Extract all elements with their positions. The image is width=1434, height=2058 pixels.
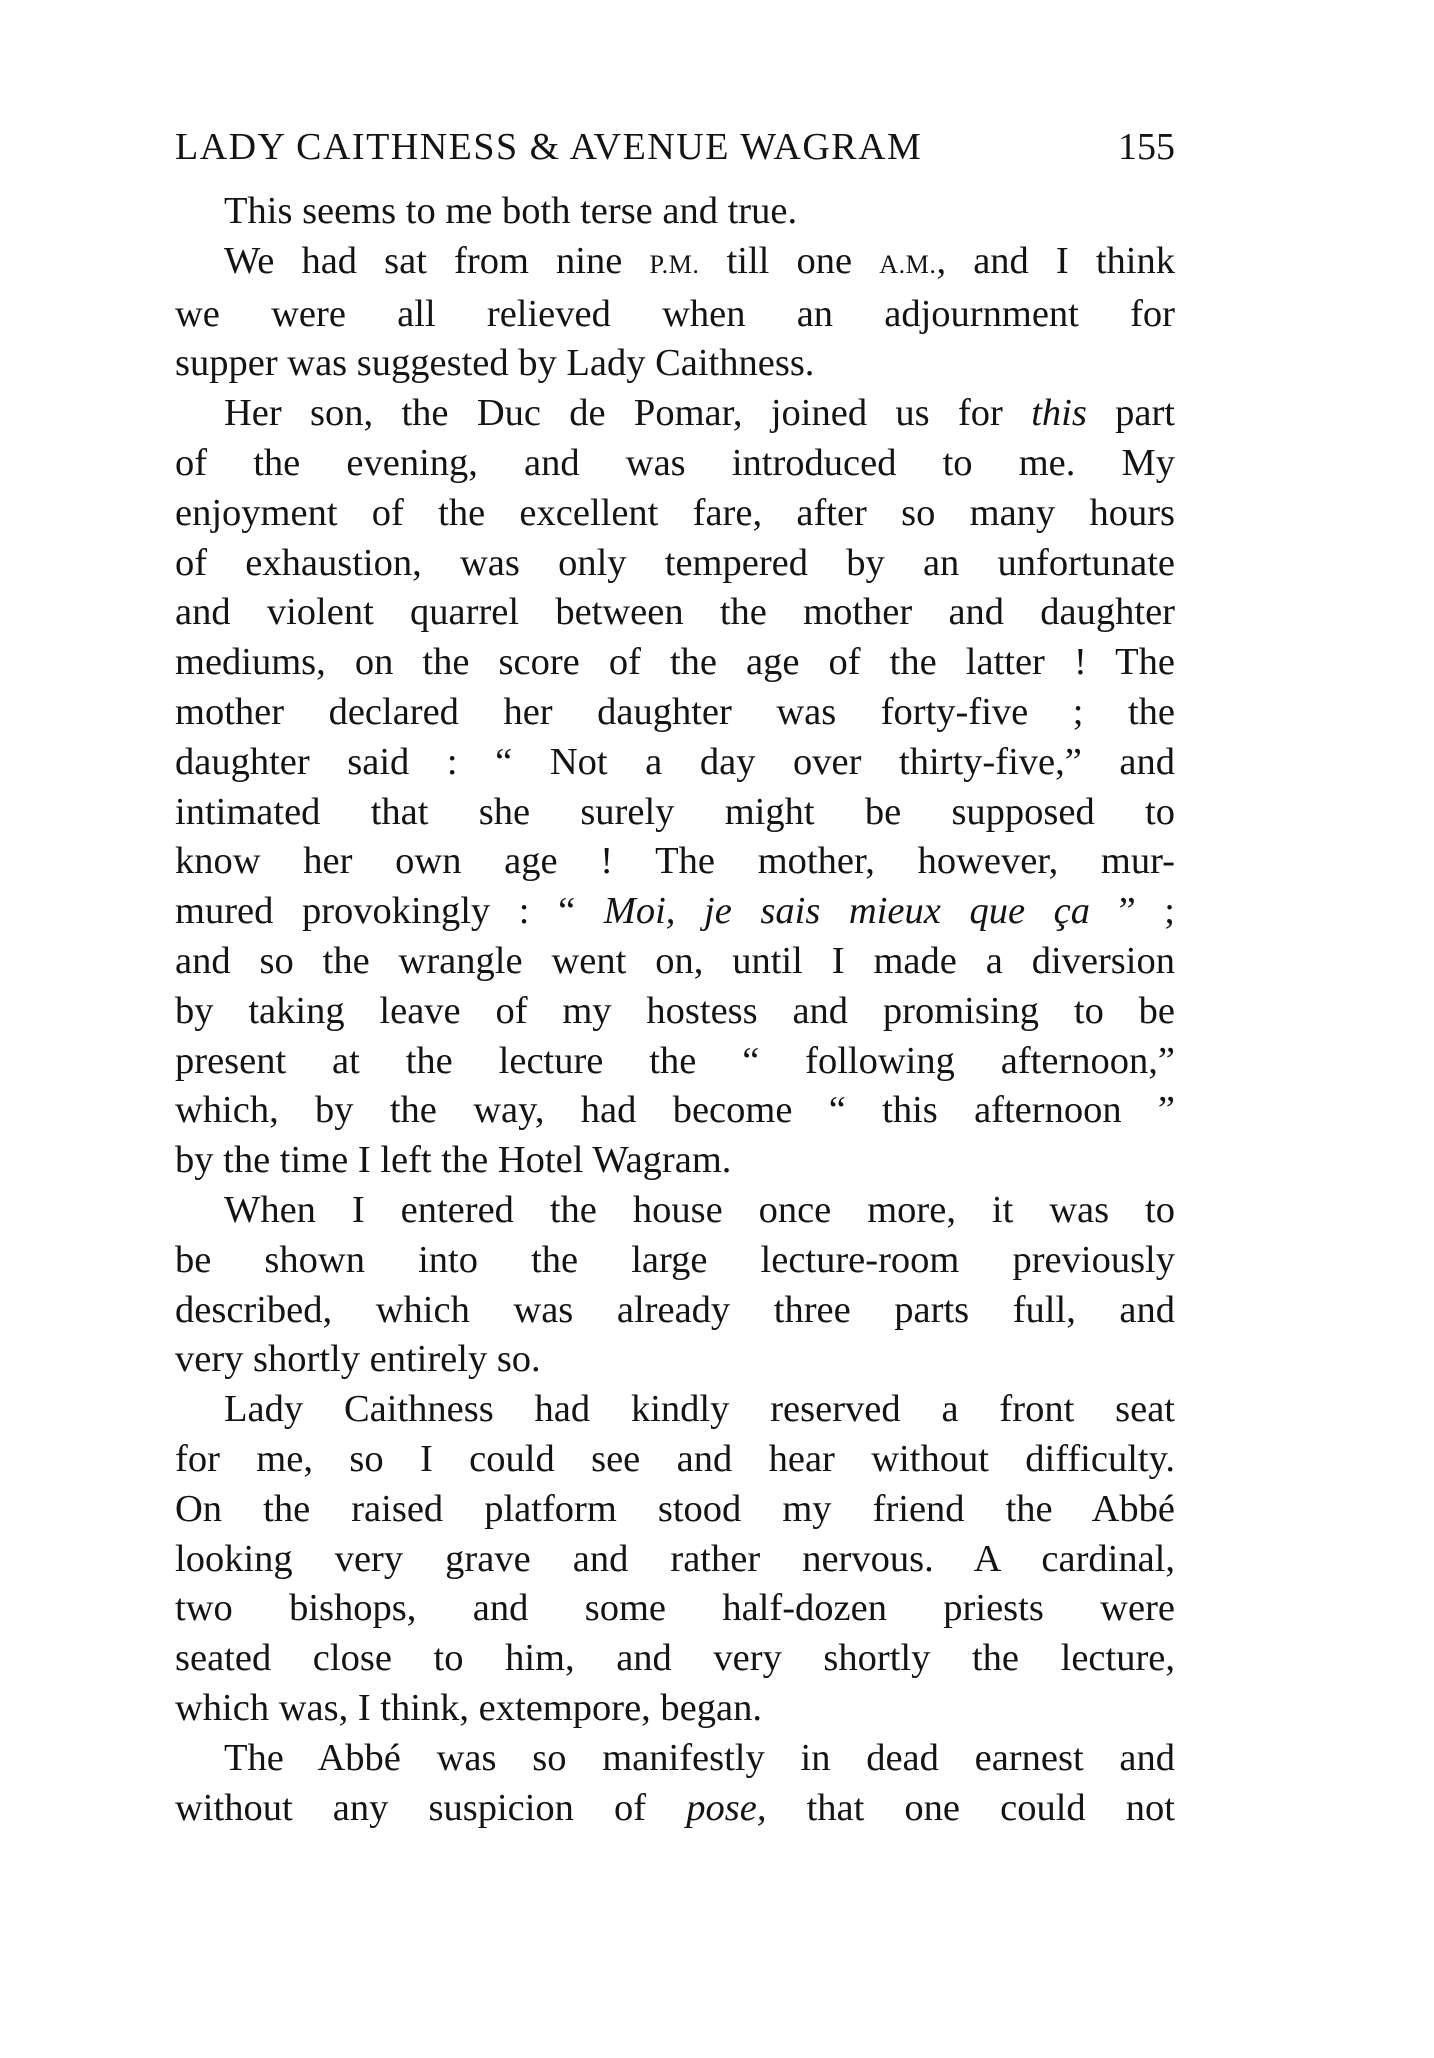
book-page [175,125,1175,1833]
paragraph-2 [175,237,1175,389]
text-line: present at the lecture the “ following afternoon,” [175,1039,1175,1082]
text-line: The Abbé was so manifestly in dead earnest and [224,1736,1175,1779]
page-number: 155 [1118,126,1175,168]
text-line: Lady Caithness had kindly reserved a front seat [224,1388,1175,1431]
time-abbreviation: P.M. [649,249,700,279]
text-line: On the raised platform stood my friend the Abbé [175,1487,1175,1530]
running-title: LADY CAITHNESS & AVENUE WAGRAM [175,126,923,168]
emphasis: pose, [686,1786,767,1829]
text-line: supper was suggested by Lady Caithness. [175,342,815,385]
text-line: be shown into the large lecture-room previously [175,1238,1175,1281]
paragraph-6 [175,1734,1175,1834]
text-line: which was, I think, extempore, began. [175,1686,762,1729]
text-line: for me, so I could see and hear without difficulty. [175,1437,1175,1480]
text-line: without any suspicion of pose, that one could not [175,1786,1175,1829]
text-line: by the time I left the Hotel Wagram. [175,1139,732,1182]
text-line: two bishops, and some half-dozen priests were [175,1587,1175,1630]
paragraph-1 [175,187,1175,237]
text-line: described, which was already three parts full, and [175,1288,1175,1331]
paragraph-4 [175,1186,1175,1385]
text-line: When I entered the house once more, it was to [224,1188,1175,1231]
text-line: which, by the way, had become “ this afternoon ” [175,1089,1175,1132]
text-line: Her son, the Duc de Pomar, joined us for this part [224,392,1176,435]
text-line: and so the wrangle went on, until I made a diversion [175,939,1175,982]
text-line: intimated that she surely might be supposed to [175,790,1175,833]
text-line: know her own age ! The mother, however, mur- [175,840,1175,883]
text-line: This seems to me both terse and true. [224,190,798,232]
emphasis: this [1031,392,1087,435]
text-line: seated close to him, and very shortly the lecture, [175,1637,1175,1680]
text-line: looking very grave and rather nervous. A cardinal, [175,1537,1175,1580]
text-line: mother declared her daughter was forty-five ; the [175,690,1175,733]
text-line: We had sat from nine P.M. till one A.M., and I think [224,239,1176,282]
text-line: enjoyment of the excellent fare, after so many hours [175,491,1175,534]
french-quote: Moi, je sais mieux que ça [603,890,1090,933]
time-abbreviation: A.M. [879,249,937,279]
text-line: we were all relieved when an adjournment for [175,292,1175,335]
text-line: and violent quarrel between the mother and daughter [175,591,1175,634]
text-line: by taking leave of my hostess and promising to be [175,989,1175,1032]
text-line: of exhaustion, was only tempered by an unfortunate [175,541,1175,584]
text-line: of the evening, and was introduced to me. My [175,441,1175,484]
text-line: mured provokingly : “ Moi, je sais mieux que ça ” ; [175,890,1175,933]
paragraph-3 [175,389,1175,1186]
text-line: daughter said : “ Not a day over thirty-five,” and [175,740,1175,783]
paragraph-5 [175,1385,1175,1734]
text-line: very shortly entirely so. [175,1338,541,1381]
running-header [175,125,1175,177]
text-line: mediums, on the score of the age of the latter ! The [175,641,1175,684]
